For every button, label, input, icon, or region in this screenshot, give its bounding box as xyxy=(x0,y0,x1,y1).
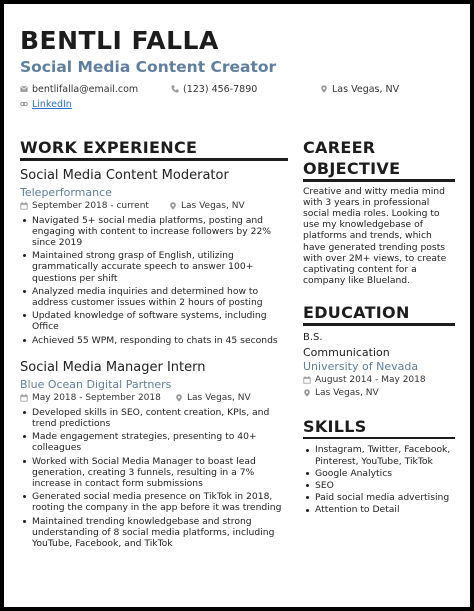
education-field: Communication xyxy=(303,345,390,359)
job-dates: September 2018 - current xyxy=(20,201,149,211)
job-company: Blue Ocean Digital Partners xyxy=(20,377,172,391)
list-item: Google Analytics xyxy=(303,468,455,479)
list-item: Developed skills in SEO, content creation, KPIs, and trend predictions xyxy=(20,407,288,429)
phone-icon xyxy=(171,85,179,93)
skills-list xyxy=(303,444,455,515)
list-item: Achieved 55 WPM, responding to chats in 45 seconds xyxy=(20,335,288,346)
location-icon xyxy=(169,202,177,210)
section-divider xyxy=(303,179,455,182)
calendar-icon xyxy=(20,202,28,210)
skills-heading: SKILLS xyxy=(303,416,367,436)
calendar-icon xyxy=(20,394,28,402)
resume-page xyxy=(4,4,470,607)
list-item: Paid social media advertising xyxy=(303,492,455,503)
job-bullets xyxy=(20,407,288,549)
education-degree: B.S. xyxy=(303,331,323,343)
list-item: Navigated 5+ social media platforms, posting and engaging with content to increase followers by 22% since 2019 xyxy=(20,215,288,249)
education-heading: EDUCATION xyxy=(303,303,410,323)
job-meta xyxy=(20,393,288,405)
job-meta xyxy=(20,201,288,213)
left-column xyxy=(20,138,288,549)
list-item: Made engagement strategies, presenting to 40+ colleagues xyxy=(20,431,288,453)
contact-row xyxy=(20,83,460,95)
section-divider xyxy=(303,437,455,440)
list-item: Generated social media presence on TikTok in 2018, rooting the company in the app before it was trending xyxy=(20,491,288,513)
list-item: Maintained trending knowledgebase and strong understanding of 8 social media platforms, including YouTube, Facebook, and TikTok xyxy=(20,516,288,550)
job-title: Social Media Manager Intern xyxy=(20,359,206,375)
job-title: Social Media Content Moderator xyxy=(20,167,229,183)
contact-email: bentlifalla@email.com xyxy=(20,84,138,95)
education-dates: August 2014 - May 2018 xyxy=(303,375,455,387)
contact-location: Las Vegas, NV xyxy=(320,84,399,95)
job-dates: May 2018 - September 2018 xyxy=(20,393,161,403)
job-location: Las Vegas, NV xyxy=(175,393,251,403)
contact-row-links xyxy=(20,98,220,110)
location-icon xyxy=(175,394,183,402)
candidate-name: BENTLI FALLA xyxy=(20,26,219,55)
calendar-icon xyxy=(303,376,311,384)
job-location: Las Vegas, NV xyxy=(169,201,245,211)
linkedin-link[interactable]: LinkedIn xyxy=(32,98,72,110)
location-icon xyxy=(320,85,328,93)
job-bullets xyxy=(20,215,288,346)
link-icon xyxy=(20,100,28,108)
contact-phone: (123) 456-7890 xyxy=(171,84,257,95)
list-item: Instagram, Twitter, Facebook, Pinterest, YouTube, TikTok xyxy=(303,444,455,466)
list-item: Maintained strong grasp of English, utilizing grammatically accurate speech to answer 100+ questions per shift xyxy=(20,250,288,284)
list-item: Attention to Detail xyxy=(303,504,455,515)
contact-linkedin[interactable] xyxy=(20,99,72,110)
email-icon xyxy=(20,85,28,93)
section-divider xyxy=(20,158,288,161)
job-entry xyxy=(20,168,288,346)
list-item: Analyzed media inquiries and determined how to address customer issues within 2 hours of posting xyxy=(20,286,288,308)
list-item: Worked with Social Media Manager to boast lead generation, creating 3 funnels, resulting in a 7% increase in contact form submissions xyxy=(20,456,288,490)
right-column xyxy=(303,138,455,516)
job-entry xyxy=(20,360,288,549)
list-item: SEO xyxy=(303,480,455,491)
education-school: University of Nevada xyxy=(303,359,419,373)
location-icon xyxy=(303,389,311,397)
career-objective-heading: CAREER OBJECTIVE xyxy=(303,138,401,178)
career-objective-text: Creative and witty media mind with 3 years in professional social media roles. Looking to use my knowledgebase of platforms and trends, which have generated trending posts with over 2M+ views, to create captivating content for a company like Blueland. xyxy=(303,185,447,287)
education-location: Las Vegas, NV xyxy=(303,388,455,400)
job-company: Teleperformance xyxy=(20,185,112,199)
section-divider xyxy=(303,323,455,326)
work-experience-heading: WORK EXPERIENCE xyxy=(20,138,198,157)
candidate-title: Social Media Content Creator xyxy=(20,58,277,76)
list-item: Updated knowledge of software systems, including Office xyxy=(20,310,288,332)
